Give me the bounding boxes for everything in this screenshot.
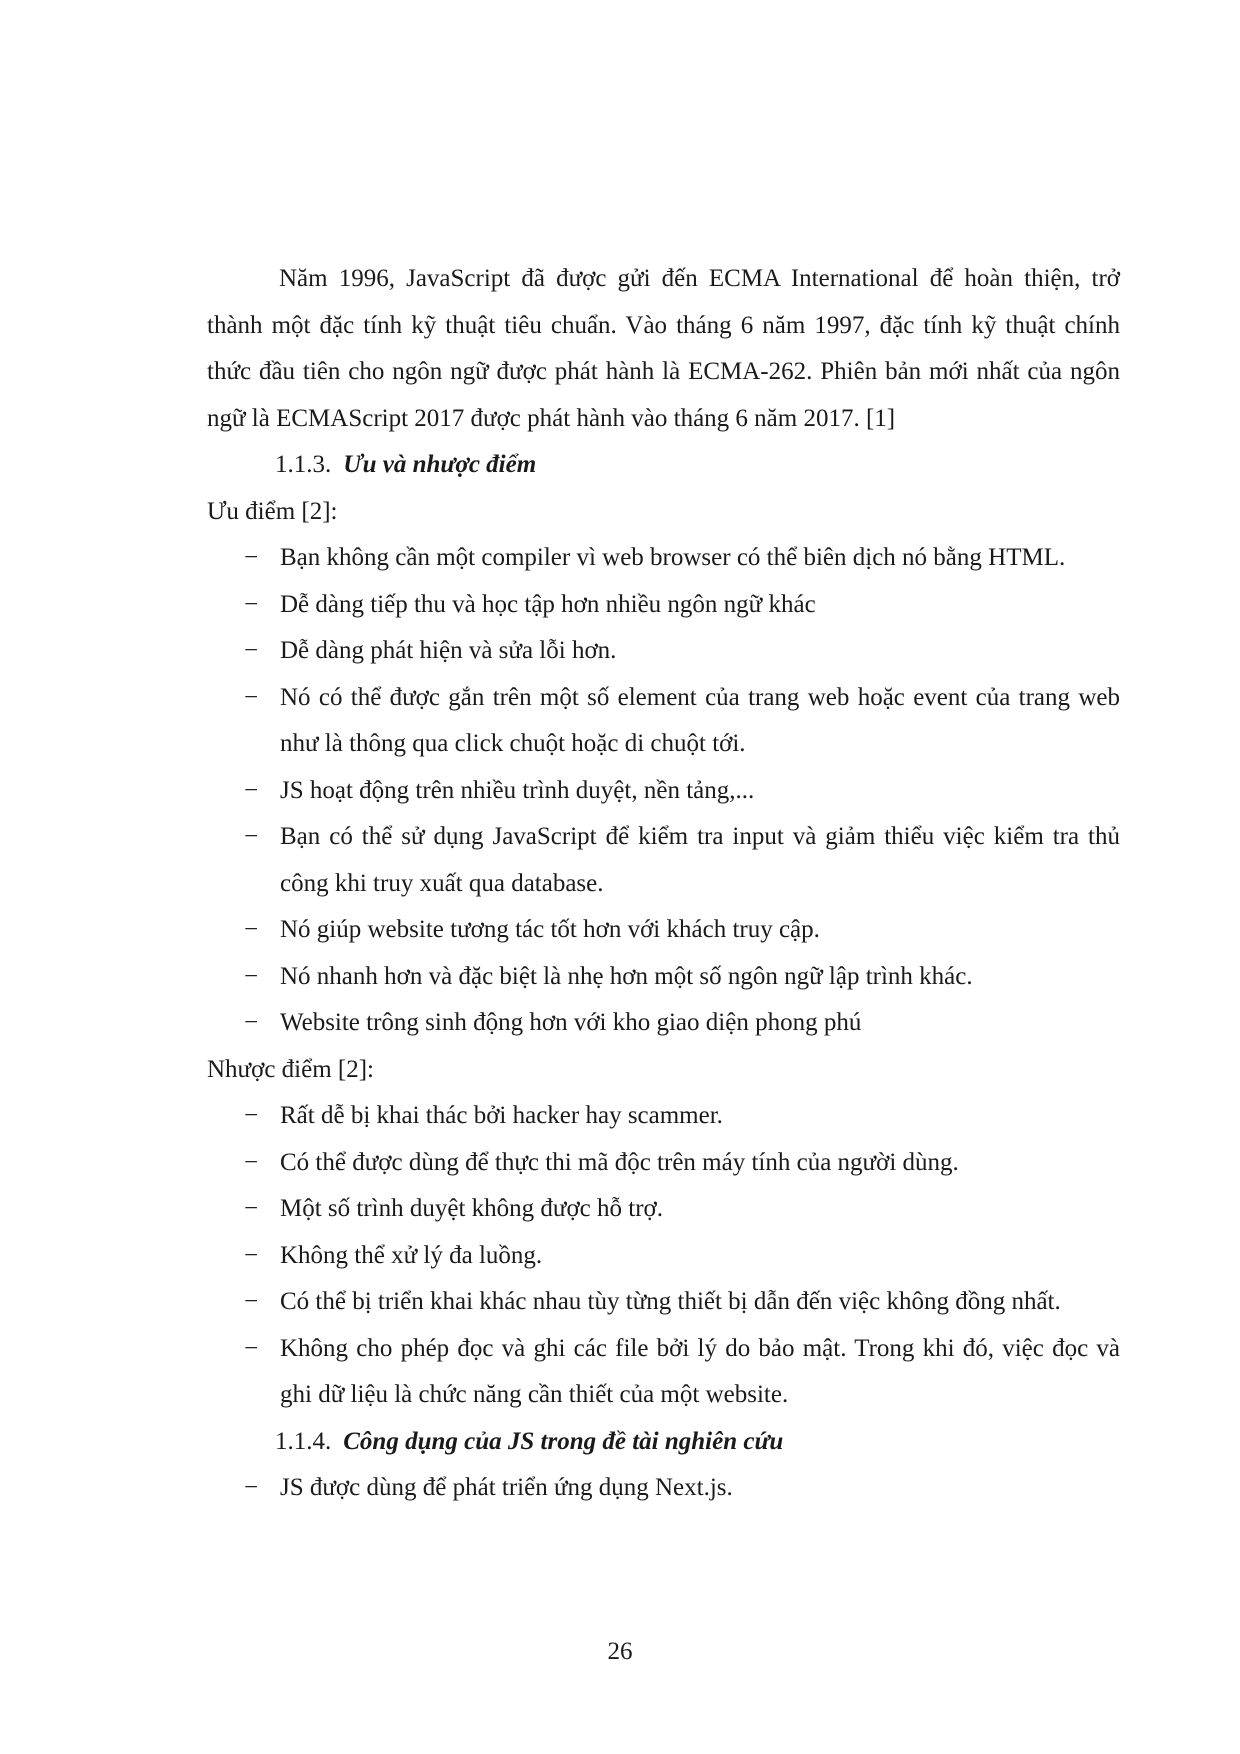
list-item-text: Có thể được dùng để thực thi mã độc trên máy tính của người dùng. xyxy=(280,1148,959,1176)
list-item-text: Bạn không cần một compiler vì web browser có thể biên dịch nó bằng HTML. xyxy=(280,544,1066,571)
list-item-text: Bạn có thể sử dụng JavaScript để kiểm tra input và giảm thiểu việc kiểm tra thủ công khi truy xuất qua database. xyxy=(280,823,1120,897)
section-title: Công dụng của JS trong đề tài nghiên cứu xyxy=(343,1427,784,1455)
page-content xyxy=(207,256,1120,1512)
dash-bullet: − xyxy=(244,1102,259,1129)
list-item-text: Nó có thể được gắn trên một số element của trang web hoặc event của trang web như là thông qua click chuột hoặc di chuột tới. xyxy=(280,683,1120,757)
list-item xyxy=(207,954,1120,1001)
dash-bullet: − xyxy=(244,1148,259,1176)
section-title: Ưu và nhược điểm xyxy=(343,451,537,478)
dash-bullet: − xyxy=(244,962,259,990)
dash-bullet: − xyxy=(244,823,259,850)
page-number: 26 xyxy=(607,1638,633,1665)
list-item xyxy=(207,814,1120,907)
list-item-text: Không cho phép đọc và ghi các file bởi lý do bảo mật. Trong khi đó, việc đọc và ghi dữ liệu là chức năng cần thiết của một website. xyxy=(280,1334,1120,1408)
list-item-text: Có thể bị triển khai khác nhau tùy từng thiết bị dẫn đến việc không đồng nhất. xyxy=(280,1288,1061,1315)
list-item-text: Nó giúp website tương tác tốt hơn với khách truy cập. xyxy=(280,916,820,943)
list-item xyxy=(207,1465,1120,1512)
dash-bullet: − xyxy=(244,776,259,804)
list-item xyxy=(207,675,1120,768)
list-item xyxy=(207,1093,1120,1140)
list-item xyxy=(207,1233,1120,1280)
section-number: 1.1.3. xyxy=(275,451,332,478)
list-item-text: Nó nhanh hơn và đặc biệt là nhẹ hơn một số ngôn ngữ lập trình khác. xyxy=(280,962,973,990)
dash-bullet: − xyxy=(244,590,259,618)
list-item-text: JS được dùng để phát triển ứng dụng Next.js. xyxy=(280,1474,733,1501)
dash-bullet: − xyxy=(244,916,259,943)
dash-bullet: − xyxy=(244,544,259,571)
dash-bullet: − xyxy=(244,683,259,711)
dash-bullet: − xyxy=(244,1474,259,1501)
dash-bullet: − xyxy=(244,637,259,664)
list-item xyxy=(207,1279,1120,1326)
list-item xyxy=(207,768,1120,815)
section-heading-1-1-3 xyxy=(207,442,1120,489)
list-item xyxy=(207,1000,1120,1047)
dash-bullet: − xyxy=(244,1009,259,1036)
list-item-text: Không thể xử lý đa luồng. xyxy=(280,1241,543,1269)
advantages-label: Ưu điểm [2]: xyxy=(207,497,338,525)
list-item xyxy=(207,582,1120,629)
list-item xyxy=(207,628,1120,675)
list-item xyxy=(207,907,1120,954)
section-number: 1.1.4. xyxy=(275,1427,332,1455)
list-item-text: JS hoạt động trên nhiều trình duyệt, nền tảng,... xyxy=(280,776,755,804)
list-item-text: Một số trình duyệt không được hỗ trợ. xyxy=(280,1195,664,1222)
advantages-list xyxy=(207,535,1120,1047)
list-item-text: Rất dễ bị khai thác bởi hacker hay scammer. xyxy=(280,1102,723,1129)
list-item-text: Dễ dàng phát hiện và sửa lỗi hơn. xyxy=(280,637,617,664)
list-item xyxy=(207,1186,1120,1233)
usage-list xyxy=(207,1465,1120,1512)
section-heading-1-1-4 xyxy=(207,1419,1120,1466)
dash-bullet: − xyxy=(244,1195,259,1222)
dash-bullet: − xyxy=(244,1241,259,1269)
disadvantages-label: Nhược điểm [2]: xyxy=(207,1055,375,1083)
intro-paragraph: Năm 1996, JavaScript đã được gửi đến ECMA International để hoàn thiện, trở thành một đặc tính kỹ thuật tiêu chuẩn. Vào tháng 6 năm 1997, đặc tính kỹ thuật chính thức đầu tiên cho ngôn ngữ được phát hành là ECMA-262. Phiên bản mới nhất của ngôn ngữ là ECMAScript 2017 được phát hành vào tháng 6 năm 2017. [1] xyxy=(207,265,1120,432)
list-item xyxy=(207,1140,1120,1187)
list-item-text: Dễ dàng tiếp thu và học tập hơn nhiều ngôn ngữ khác xyxy=(280,590,816,618)
dash-bullet: − xyxy=(244,1334,259,1362)
disadvantages-list xyxy=(207,1093,1120,1419)
list-item xyxy=(207,535,1120,582)
list-item-text: Website trông sinh động hơn với kho giao diện phong phú xyxy=(280,1009,862,1036)
dash-bullet: − xyxy=(244,1288,259,1315)
list-item xyxy=(207,1326,1120,1419)
